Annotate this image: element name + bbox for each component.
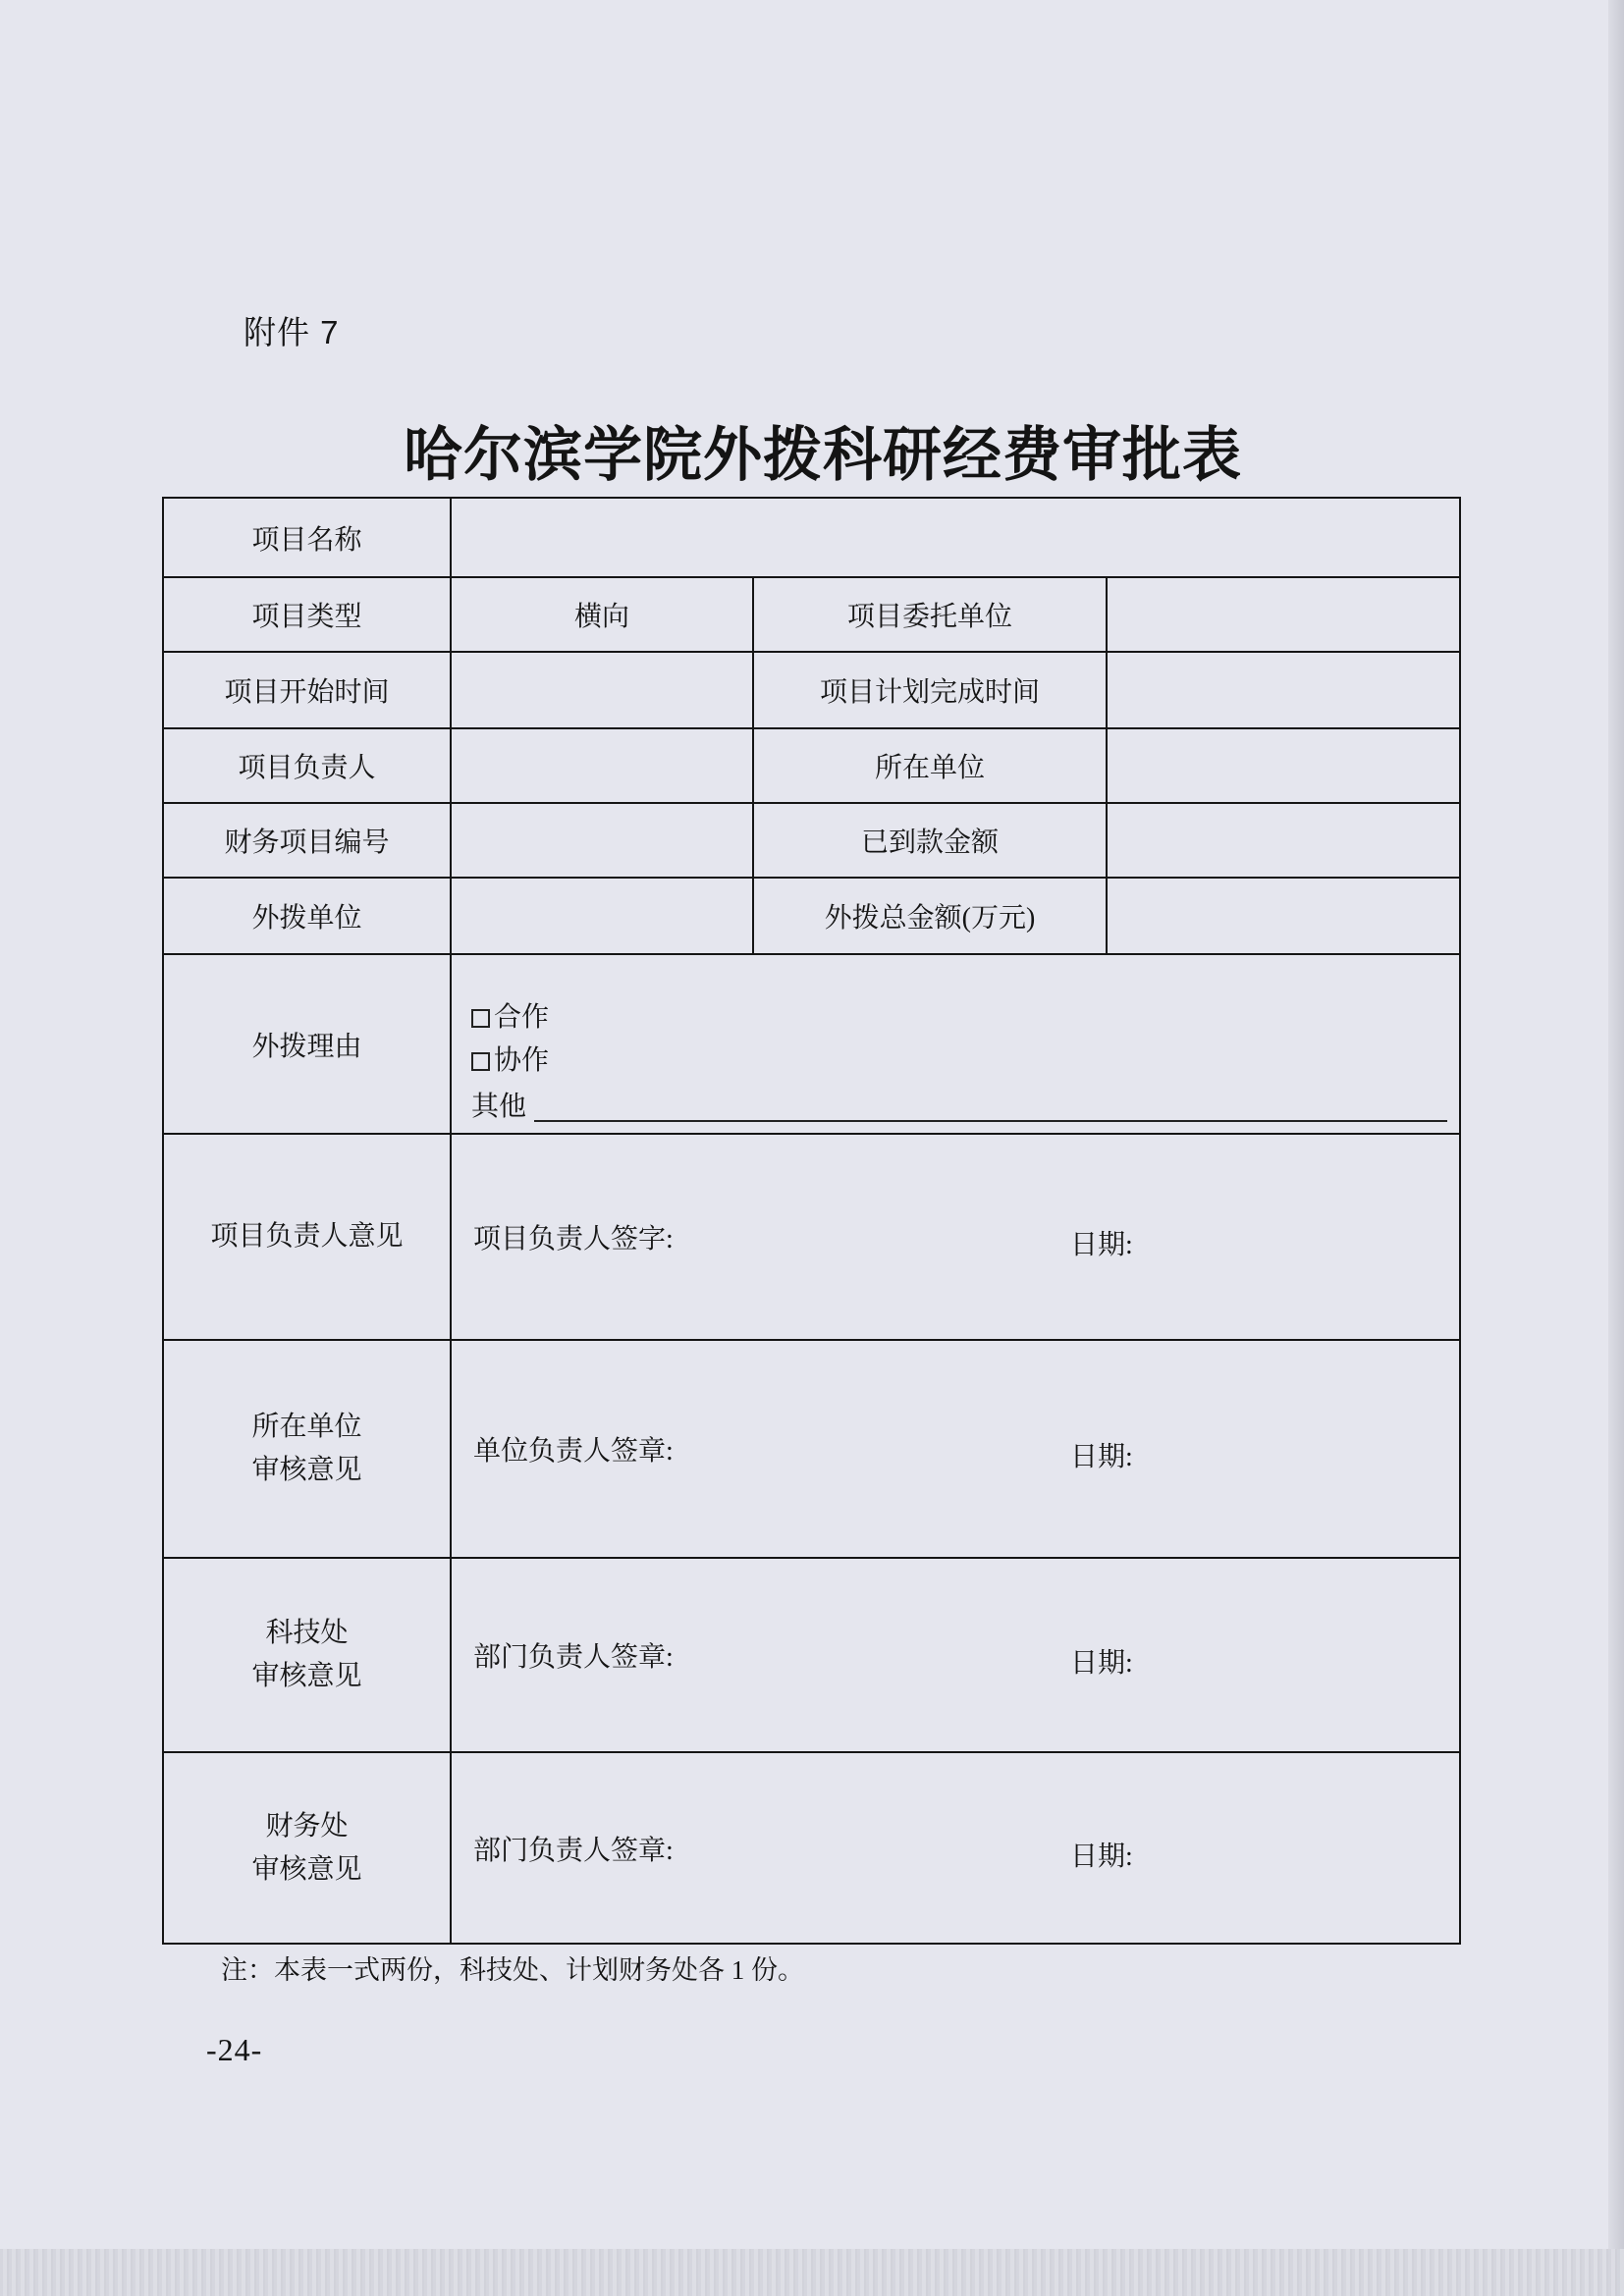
row-approval-finance-office [163,1752,1460,1944]
project-name-label: 项目名称 [163,498,451,577]
reason-other-label: 其他 [471,1092,527,1122]
row-project-name [163,498,1460,577]
leader-opinion-field[interactable] [451,1134,1460,1340]
approval-label-cell [163,1340,451,1558]
approval-label: 审核意见 [251,1853,362,1885]
approval-label-cell [163,1134,451,1340]
client-unit-field[interactable] [1107,577,1460,652]
row-leader [163,728,1460,803]
approval-label-cell [163,1558,451,1752]
reason-other-input-line[interactable] [534,1083,1447,1122]
reason-option-label: 合作 [494,1002,550,1033]
approval-label: 财务处 [265,1810,349,1842]
page-number: -24- [206,2032,263,2067]
start-time-field[interactable] [451,652,753,728]
reason-option-collaboration[interactable] [471,1040,1459,1083]
date-label: 日期: [1070,1841,1133,1872]
outsourced-total-label: 外拨总金额(万元) [753,878,1107,954]
department-field[interactable] [1107,728,1460,803]
department-opinion-field[interactable] [451,1340,1460,1558]
project-type-label: 项目类型 [163,577,451,652]
outsourced-unit-field[interactable] [451,878,753,954]
reason-option-label: 协作 [494,1045,550,1076]
approval-label: 科技处 [265,1618,349,1648]
project-name-field[interactable] [451,498,1460,577]
research-office-opinion-field[interactable] [451,1558,1460,1752]
received-amount-field[interactable] [1107,803,1460,878]
signature-label: 部门负责人签章: [473,1835,674,1866]
outsourced-total-field[interactable] [1107,878,1460,954]
scan-edge-bottom [0,2249,1624,2296]
finance-project-no-field[interactable] [451,803,753,878]
attachment-label: 附件 7 [244,314,340,350]
checkbox[interactable] [471,1009,490,1028]
reason-other [471,1083,1459,1126]
date-label: 日期: [1070,1442,1133,1472]
footnote: 注：本表一式两份，科技处、计划财务处各 1 份。 [221,1955,804,1985]
row-approval-department [163,1340,1460,1558]
date-label: 日期: [1070,1230,1133,1260]
reason-options-cell [451,954,1460,1134]
received-amount-label: 已到款金额 [753,803,1107,878]
date-label: 日期: [1070,1648,1133,1679]
row-approval-research-office [163,1558,1460,1752]
row-reason [163,954,1460,1134]
approval-form-table [162,497,1461,1945]
finance-office-opinion-field[interactable] [451,1752,1460,1944]
project-leader-label: 项目负责人 [163,728,451,803]
department-label: 所在单位 [753,728,1107,803]
reason-label: 外拨理由 [163,954,451,1134]
approval-label: 审核意见 [251,1661,362,1691]
page-title: 哈尔滨学院外拨科研经费审批表 [404,423,1242,488]
approval-label: 审核意见 [251,1455,362,1485]
approval-label: 项目负责人意见 [210,1221,404,1252]
signature-label: 部门负责人签章: [473,1642,674,1673]
row-project-type [163,577,1460,652]
row-outsourced [163,878,1460,954]
project-leader-field[interactable] [451,728,753,803]
start-time-label: 项目开始时间 [163,652,451,728]
checkbox[interactable] [471,1052,490,1071]
reason-option-cooperation[interactable] [471,996,1459,1040]
project-type-field[interactable]: 横向 [451,577,753,652]
planned-completion-field[interactable] [1107,652,1460,728]
signature-label: 项目负责人签字: [473,1224,674,1255]
client-unit-label: 项目委托单位 [753,577,1107,652]
approval-label: 所在单位 [251,1412,362,1442]
planned-completion-label: 项目计划完成时间 [753,652,1107,728]
finance-project-no-label: 财务项目编号 [163,803,451,878]
outsourced-unit-label: 外拨单位 [163,878,451,954]
row-approval-leader [163,1134,1460,1340]
row-finance [163,803,1460,878]
scan-edge-right [1608,0,1624,2296]
signature-label: 单位负责人签章: [473,1436,674,1467]
row-time [163,652,1460,728]
approval-label-cell [163,1752,451,1944]
